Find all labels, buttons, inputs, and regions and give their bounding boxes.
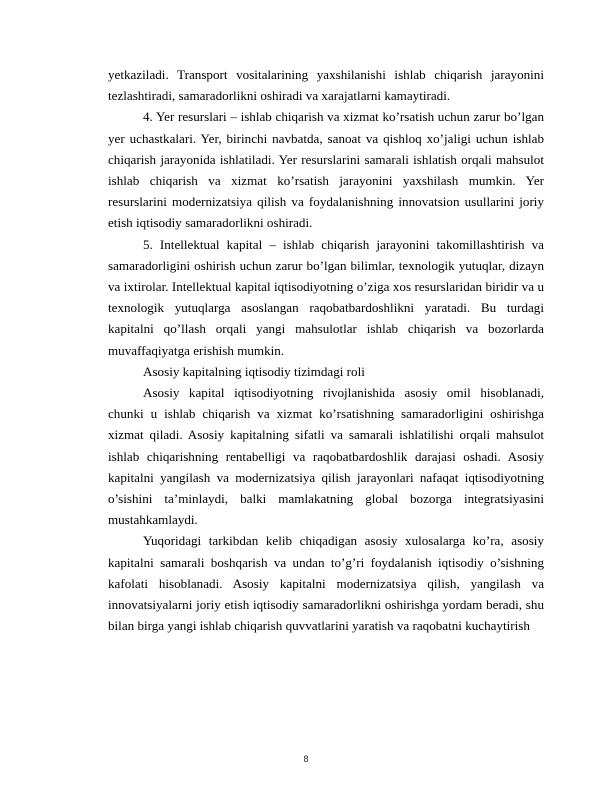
paragraph-conclusions: Yuqoridagi tarkibdan kelib chiqadigan asosiy xulosalarga ko’ra, asosiy kapitalni samarali boshqarish va undan to’g’ri foydalanish iqtisodiy o’sishning kafolati hisoblanadi. Asosiy kapitalni modernizatsiya qilish, yangilash va innovatsiyalarni joriy etish iqtisodiy samaradorlikni oshirishga yordam beradi, shu bilan birga yangi ishlab chiqarish quvvatlarini yaratish va raqobatni kuchaytirish [108,533,544,634]
section-heading: Asosiy kapitalning iqtisodiy tizimdagi roli [143,363,365,379]
paragraph-fixed-capital-role: Asosiy kapital iqtisodiyotning rivojlanishida asosiy omil hisoblanadi, chunki u ishlab chiqarish va xizmat ko’rsatishning samaradorligini oshirishga xizmat qiladi. Asosiy kapitalning sifatli va samarali ishlatilishi orqali mahsulot ishlab chiqarishning rentabelligi va raqobatbardoshlik darajasi oshadi. Asosiy kapitalni yangilash va modernizatsiya qilish jarayonlari nafaqat iqtisodiyotning o’sishini ta’minlaydi, balki mamlakatning global bozorga integratsiyasini mustahkamlaydi. [108,385,544,528]
paragraph-land-resources: 4. Yer resurslari – ishlab chiqarish va xizmat ko’rsatish uchun zarur bo’lgan yer uchastkalari. Yer, birinchi navbatda, sanoat va qishloq xo’jaligi uchun ishlab chiqarish jarayonida ishlatiladi. Yer resurslarini samarali ishlatish orqali mahsulot ishlab chiqarish va xizmat ko’rsatish jarayonini yaxshilash mumkin. Yer resurslarini modernizatsiya qilish va foydalanishning innovatsion usullarini joriy etish iqtisodiy samaradorlikni oshiradi. [108,109,544,231]
document-page [108,64,544,636]
paragraph-intellectual-capital: 5. Intellektual kapital – ishlab chiqarish jarayonini takomillashtirish va samaradorligini oshirish uchun zarur bo’lgan bilimlar, texnologik yutuqlar, dizayn va ixtirolar. Intellektual kapital iqtisodiyotning o’ziga xos resurslaridan biridir va u texnologik yutuqlarga asoslangan raqobatbardoshlikni yaratadi. Bu turdagi kapitalni qo’llash orqali yangi mahsulotlar ishlab chiqarish va bozorlarda muvaffaqiyatga erishish mumkin. [108,236,544,358]
page-number: 8 [303,754,309,764]
paragraph-transport-continuation: yetkaziladi. Transport vositalarining yaxshilanishi ishlab chiqarish jarayonini tezlashtiradi, samaradorlikni oshiradi va xarajatlarni kamaytiradi. [108,67,544,104]
